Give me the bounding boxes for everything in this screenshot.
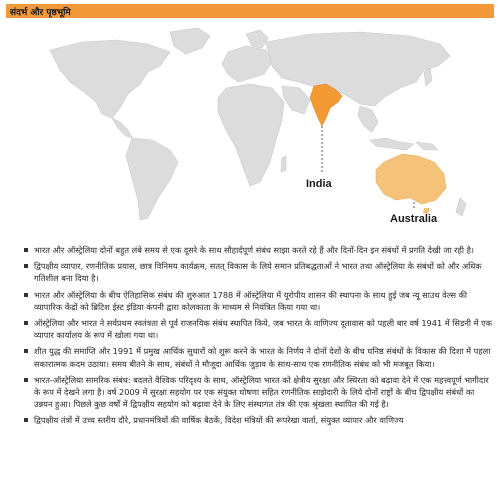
bullet-icon [24, 293, 28, 297]
list-item-text: द्विपक्षीय व्यापार, रणनीतिक प्रयास, छात्र विनिमय कार्यक्रम, सतत् विकास के लिये समान प्रतिबद्धताओं ने भारत तथा ऑस्ट्रेलिया के संबंधों को और अधिक गतिशील बना दिया है। [34, 261, 482, 284]
greenland-shape [170, 28, 210, 54]
section-header [6, 4, 494, 18]
list-item [24, 289, 494, 313]
north-america-shape [50, 40, 170, 118]
list-item [24, 260, 494, 284]
europe-shape [222, 46, 272, 82]
indonesia-shape [370, 138, 414, 150]
southeast-asia-shape [358, 106, 378, 132]
list-item-text: भारत और ऑस्ट्रेलिया के बीच ऐतिहासिक संबंध की शुरुआत 1788 में ऑस्ट्रेलिया में यूरोपीय शासन की स्थापना के साथ हुई जब न्यू साउथ वेल्स की व्यापारिक केंद्रों को ब्रिटिश ईस्ट इंडिया कंपनी द्वारा कोलकाता के माध्यम से नियंत्रित किया गया था। [34, 289, 468, 312]
list-item [24, 414, 494, 426]
world-map [20, 22, 480, 234]
south-america-shape [126, 138, 178, 220]
list-item-text: भारत-ऑस्ट्रेलिया सामरिक संबंध: बदलते वैश्विक परिदृश्य के साथ, ऑस्ट्रेलिया भारत को क्षेत्रीय सुरक्षा और स्थिरता को बढ़ावा देने में एक महत्त्वपूर्ण भागीदार के रूप में देखने लगा है। वर्ष 2009 में सुरक्षा सहयोग पर एक संयुक्त घोषणा सहित रणनीतिक साझेदारी के लिये दोनों राष्ट्रों के बीच द्विपक्षीय संबंधों का उन्नयन हुआ। पिछले कुछ वर्षों में द्विपक्षीय सहयोग को बढ़ावा देने के लिए संस्थागत तंत्र की एक श्रृंखला स्थापित की गई है। [34, 374, 489, 410]
list-item [24, 317, 494, 341]
australia-label: Australia [390, 213, 438, 225]
bullet-icon [24, 349, 28, 353]
list-item [24, 374, 494, 411]
bullet-icon [24, 248, 28, 252]
list-item [24, 244, 494, 256]
bullet-icon [24, 264, 28, 268]
bullet-icon [24, 418, 28, 422]
bullet-icon [24, 321, 28, 325]
japan-shape [424, 68, 432, 86]
bullet-icon [24, 378, 28, 382]
madagascar-shape [281, 156, 286, 172]
central-america-shape [112, 118, 132, 138]
new-guinea-shape [416, 142, 438, 150]
scandinavia-shape [246, 30, 268, 48]
list-item-text: द्विपक्षीय तंत्रों में उच्च स्तरीय दौरे, प्रधानमंत्रियों की वार्षिक बैठकें, विदेश मंत्रियों की रूपरेखा वार्ता, संयुक्त व्यापार और वाणिज्य [34, 415, 404, 426]
india-label: India [306, 178, 332, 190]
list-item-text: ऑस्ट्रेलिया और भारत ने सर्वप्रथम स्वतंत्रता से पूर्व राजनयिक संबंध स्थापित किये, जब भारत के वाणिज्य दूतावास को पहली बार वर्ष 1941 में सिडनी में एक व्यापार कार्यालय के रूप में खोला गया था। [34, 318, 492, 341]
africa-shape [218, 84, 284, 186]
list-item-text: शीत युद्ध की समाप्ति और 1991 में प्रमुख आर्थिक सुधारों को शुरू करने के भारत के निर्णय ने दोनों देशों के बीच घनिष्ठ संबंधों के विकास की दिशा में पहला सकारात्मक कदम उठाया। समय बीतने के साथ, संबंधों ने मौजूदा आर्थिक जुड़ाव के साथ-साथ एक रणनीतिक संबंध को भी मजबूत किया। [34, 346, 491, 369]
list-item-text: भारत और ऑस्ट्रेलिया दोनों बहुत लंबे समय से एक दूसरे के साथ सौहार्दपूर्ण संबंध साझा करते रहे हैं और दिनों-दिन इन संबंधों में प्रगति देखी जा रही है। [34, 245, 475, 255]
bullet-list [24, 244, 494, 431]
list-item [24, 345, 494, 369]
new-zealand-shape [456, 198, 466, 216]
arabia-shape [282, 86, 310, 114]
section-title: संदर्भ और पृष्ठभूमि [10, 8, 71, 18]
australia-highlight [376, 154, 446, 204]
